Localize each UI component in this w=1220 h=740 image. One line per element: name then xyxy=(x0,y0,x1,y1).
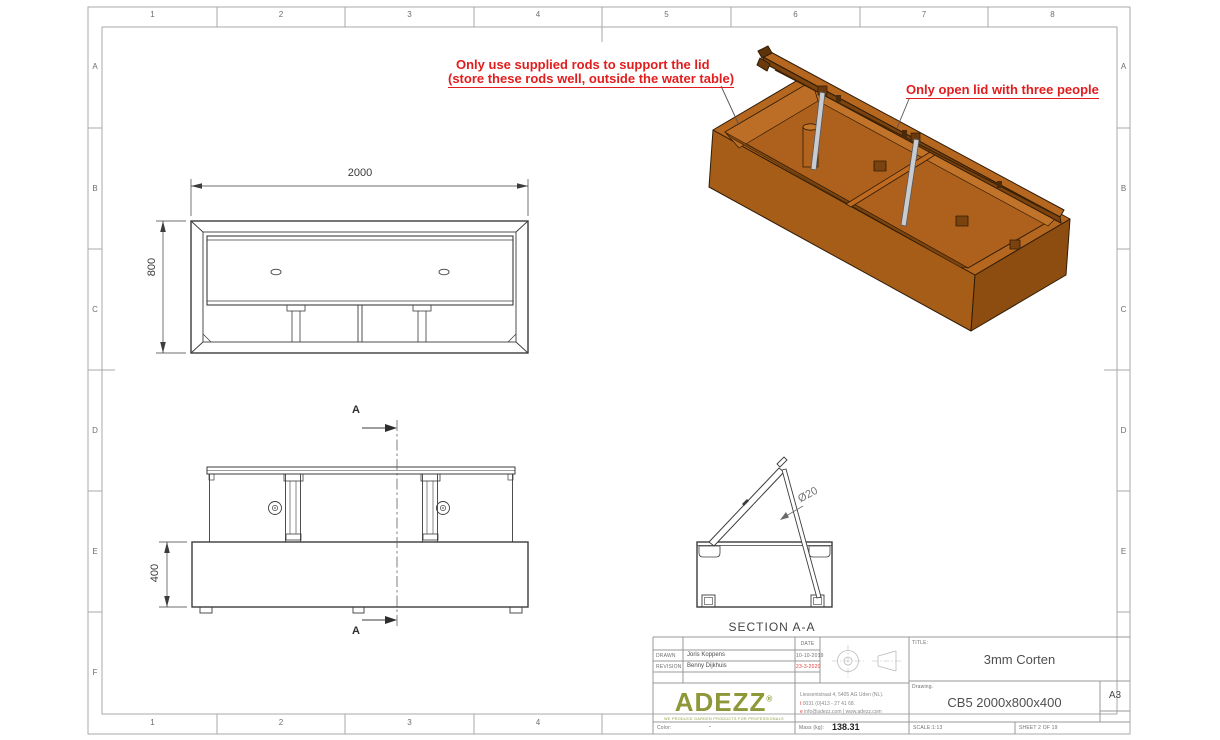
phone-line: t 0031 (0)413 - 27 41 68. xyxy=(800,700,856,707)
titleblock-revision-name: Benny Dijkhuis xyxy=(687,663,727,669)
titleblock-mass-value: 138.31 xyxy=(832,722,860,732)
email-line: e info@adezz.com | www.adezz.com xyxy=(800,709,882,715)
grid-col-label: 4 xyxy=(535,718,541,727)
titleblock-address xyxy=(800,691,906,717)
grid-col-label: 3 xyxy=(407,718,412,727)
grid-col-label: 1 xyxy=(150,10,155,19)
titleblock-revision-label: REVISION xyxy=(656,664,682,670)
titleblock-drawn-label: DRAWN xyxy=(656,653,676,659)
section-letter-top: A xyxy=(352,404,360,416)
titleblock-mass-label: Mass (kg): xyxy=(799,725,825,731)
titleblock-drawing-value: CB5 2000x800x400 xyxy=(947,695,1062,710)
projection-symbol xyxy=(832,645,902,677)
grid-row-label: C xyxy=(1120,305,1127,314)
titleblock-drawing-label: Drawing. xyxy=(912,684,934,690)
grid-col-label: 6 xyxy=(793,10,798,19)
frame xyxy=(88,7,1130,734)
titleblock-title-label: TITLE: xyxy=(912,640,929,646)
adezz-tagline: WE PRODUCE GARDEN PRODUCTS FOR PROFESSIONALS xyxy=(664,716,784,721)
section-title: SECTION A-A xyxy=(728,620,816,634)
grid-row-label: B xyxy=(92,184,98,193)
grid-col-label: 4 xyxy=(535,10,541,19)
grid-row-label: B xyxy=(1120,184,1127,193)
titleblock-drawn-name: Joris Koppens xyxy=(687,652,726,658)
front-view xyxy=(159,420,528,628)
grid-col-label: 2 xyxy=(278,10,284,19)
grid-col-label: 7 xyxy=(921,10,927,19)
grid-col-label: 8 xyxy=(1050,10,1055,19)
titleblock-date-header: DATE xyxy=(800,641,815,647)
grid-row-label: A xyxy=(92,62,98,71)
warning-note-line1: Only use supplied rods to support the lid xyxy=(456,57,710,72)
registered-mark: ® xyxy=(766,694,774,703)
grid-row-label: C xyxy=(92,305,98,314)
grid-col-label: 1 xyxy=(150,718,155,727)
grid-row-label: A xyxy=(1120,62,1127,71)
titleblock-drawn-date: 10-10-2019 xyxy=(796,653,824,659)
warning-note-open-lid: Only open lid with three people xyxy=(906,82,1099,97)
warning-note-line2: (store these rods well, outside the water table) xyxy=(448,71,735,86)
grid-row-label: E xyxy=(92,547,98,556)
section-view xyxy=(697,457,832,607)
titleblock-revision-date: 23-3-2020 xyxy=(796,664,821,670)
paper-size-badge: A3 xyxy=(1108,690,1122,701)
adezz-logo-text: ADEZZ® xyxy=(674,686,774,717)
top-view xyxy=(156,179,528,353)
grid-row-label: D xyxy=(1120,426,1127,435)
adezz-logo xyxy=(653,686,795,721)
dimension-width: 2000 xyxy=(347,167,373,179)
grid-col-label: 5 xyxy=(664,10,669,19)
address-line: Liessentstraat 4, 5405 AG Uden (NL). xyxy=(800,692,884,698)
titleblock-sheet: SHEET 2 OF 19 xyxy=(1019,725,1058,731)
grid-row-label: F xyxy=(92,668,98,677)
dimension-height: 400 xyxy=(149,563,161,583)
titleblock-color-label: Color: xyxy=(657,725,672,731)
titleblock-scale: SCALE:1:13 xyxy=(913,725,943,731)
dimension-rod-diameter: Ø20 xyxy=(795,484,820,506)
section-letter-bottom: A xyxy=(352,625,360,637)
grid-row-label: E xyxy=(1120,547,1127,556)
grid-col-label: 2 xyxy=(278,718,284,727)
grid-col-label: 3 xyxy=(407,10,412,19)
grid-row-label: D xyxy=(92,426,98,435)
titleblock-color-value: - xyxy=(709,724,711,730)
dimension-depth: 800 xyxy=(146,257,158,277)
titleblock-title-value: 3mm Corten xyxy=(983,652,1056,667)
